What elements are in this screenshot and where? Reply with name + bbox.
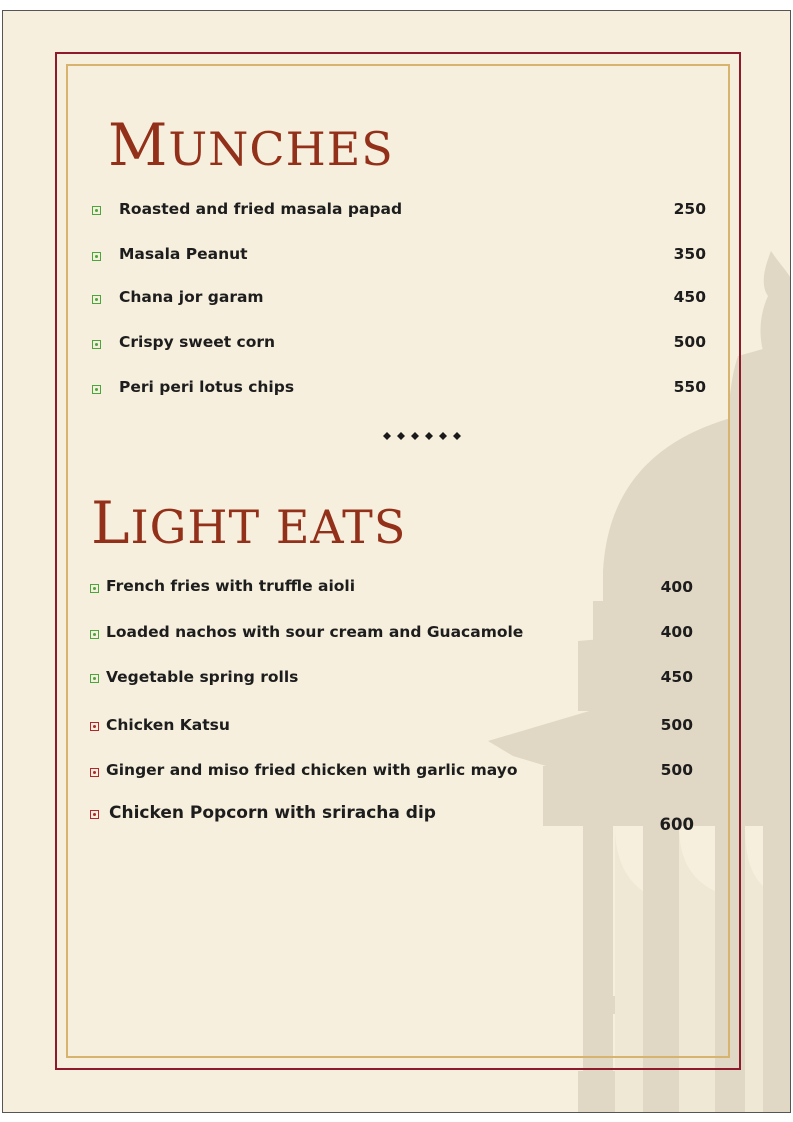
menu-item-price: 250 xyxy=(673,200,706,218)
veg-icon xyxy=(92,252,101,261)
menu-item-name: Chicken Katsu xyxy=(106,716,230,734)
non-veg-icon xyxy=(90,722,99,731)
light-eats-heading: LIGHT EATS xyxy=(91,489,407,557)
diamond-divider xyxy=(383,431,473,441)
veg-icon xyxy=(90,630,99,639)
veg-icon xyxy=(92,295,101,304)
veg-icon xyxy=(92,340,101,349)
menu-item-name: Ginger and miso fried chicken with garlic mayo xyxy=(106,761,518,779)
menu-item-name: Vegetable spring rolls xyxy=(106,668,299,686)
non-veg-icon xyxy=(90,810,99,819)
veg-icon xyxy=(92,206,101,215)
menu-item-name: Roasted and fried masala papad xyxy=(119,200,403,218)
menu-item-price: 450 xyxy=(673,288,706,306)
menu-item-price: 600 xyxy=(659,815,694,834)
menu-page xyxy=(2,10,791,1113)
non-veg-icon xyxy=(90,768,99,777)
menu-item-price: 400 xyxy=(660,623,693,641)
menu-item-name: Chicken Popcorn with sriracha dip xyxy=(109,803,436,823)
veg-icon xyxy=(92,385,101,394)
menu-item-price: 350 xyxy=(673,245,706,263)
menu-item-price: 550 xyxy=(673,378,706,396)
menu-item-name: Chana jor garam xyxy=(119,288,264,306)
menu-item-price: 450 xyxy=(660,668,693,686)
menu-item-price: 400 xyxy=(660,578,693,596)
menu-item-name: Loaded nachos with sour cream and Guacamole xyxy=(106,623,524,641)
menu-item-name: Masala Peanut xyxy=(119,245,248,263)
menu-item-name: French fries with truffle aioli xyxy=(106,577,356,595)
menu-item-price: 500 xyxy=(673,333,706,351)
veg-icon xyxy=(90,674,99,683)
menu-item-name: Crispy sweet corn xyxy=(119,333,276,351)
menu-item-price: 500 xyxy=(660,761,693,779)
menu-item-price: 500 xyxy=(660,716,693,734)
munches-heading: MUNCHES xyxy=(108,111,394,179)
menu-item-name: Peri peri lotus chips xyxy=(119,378,295,396)
veg-icon xyxy=(90,584,99,593)
